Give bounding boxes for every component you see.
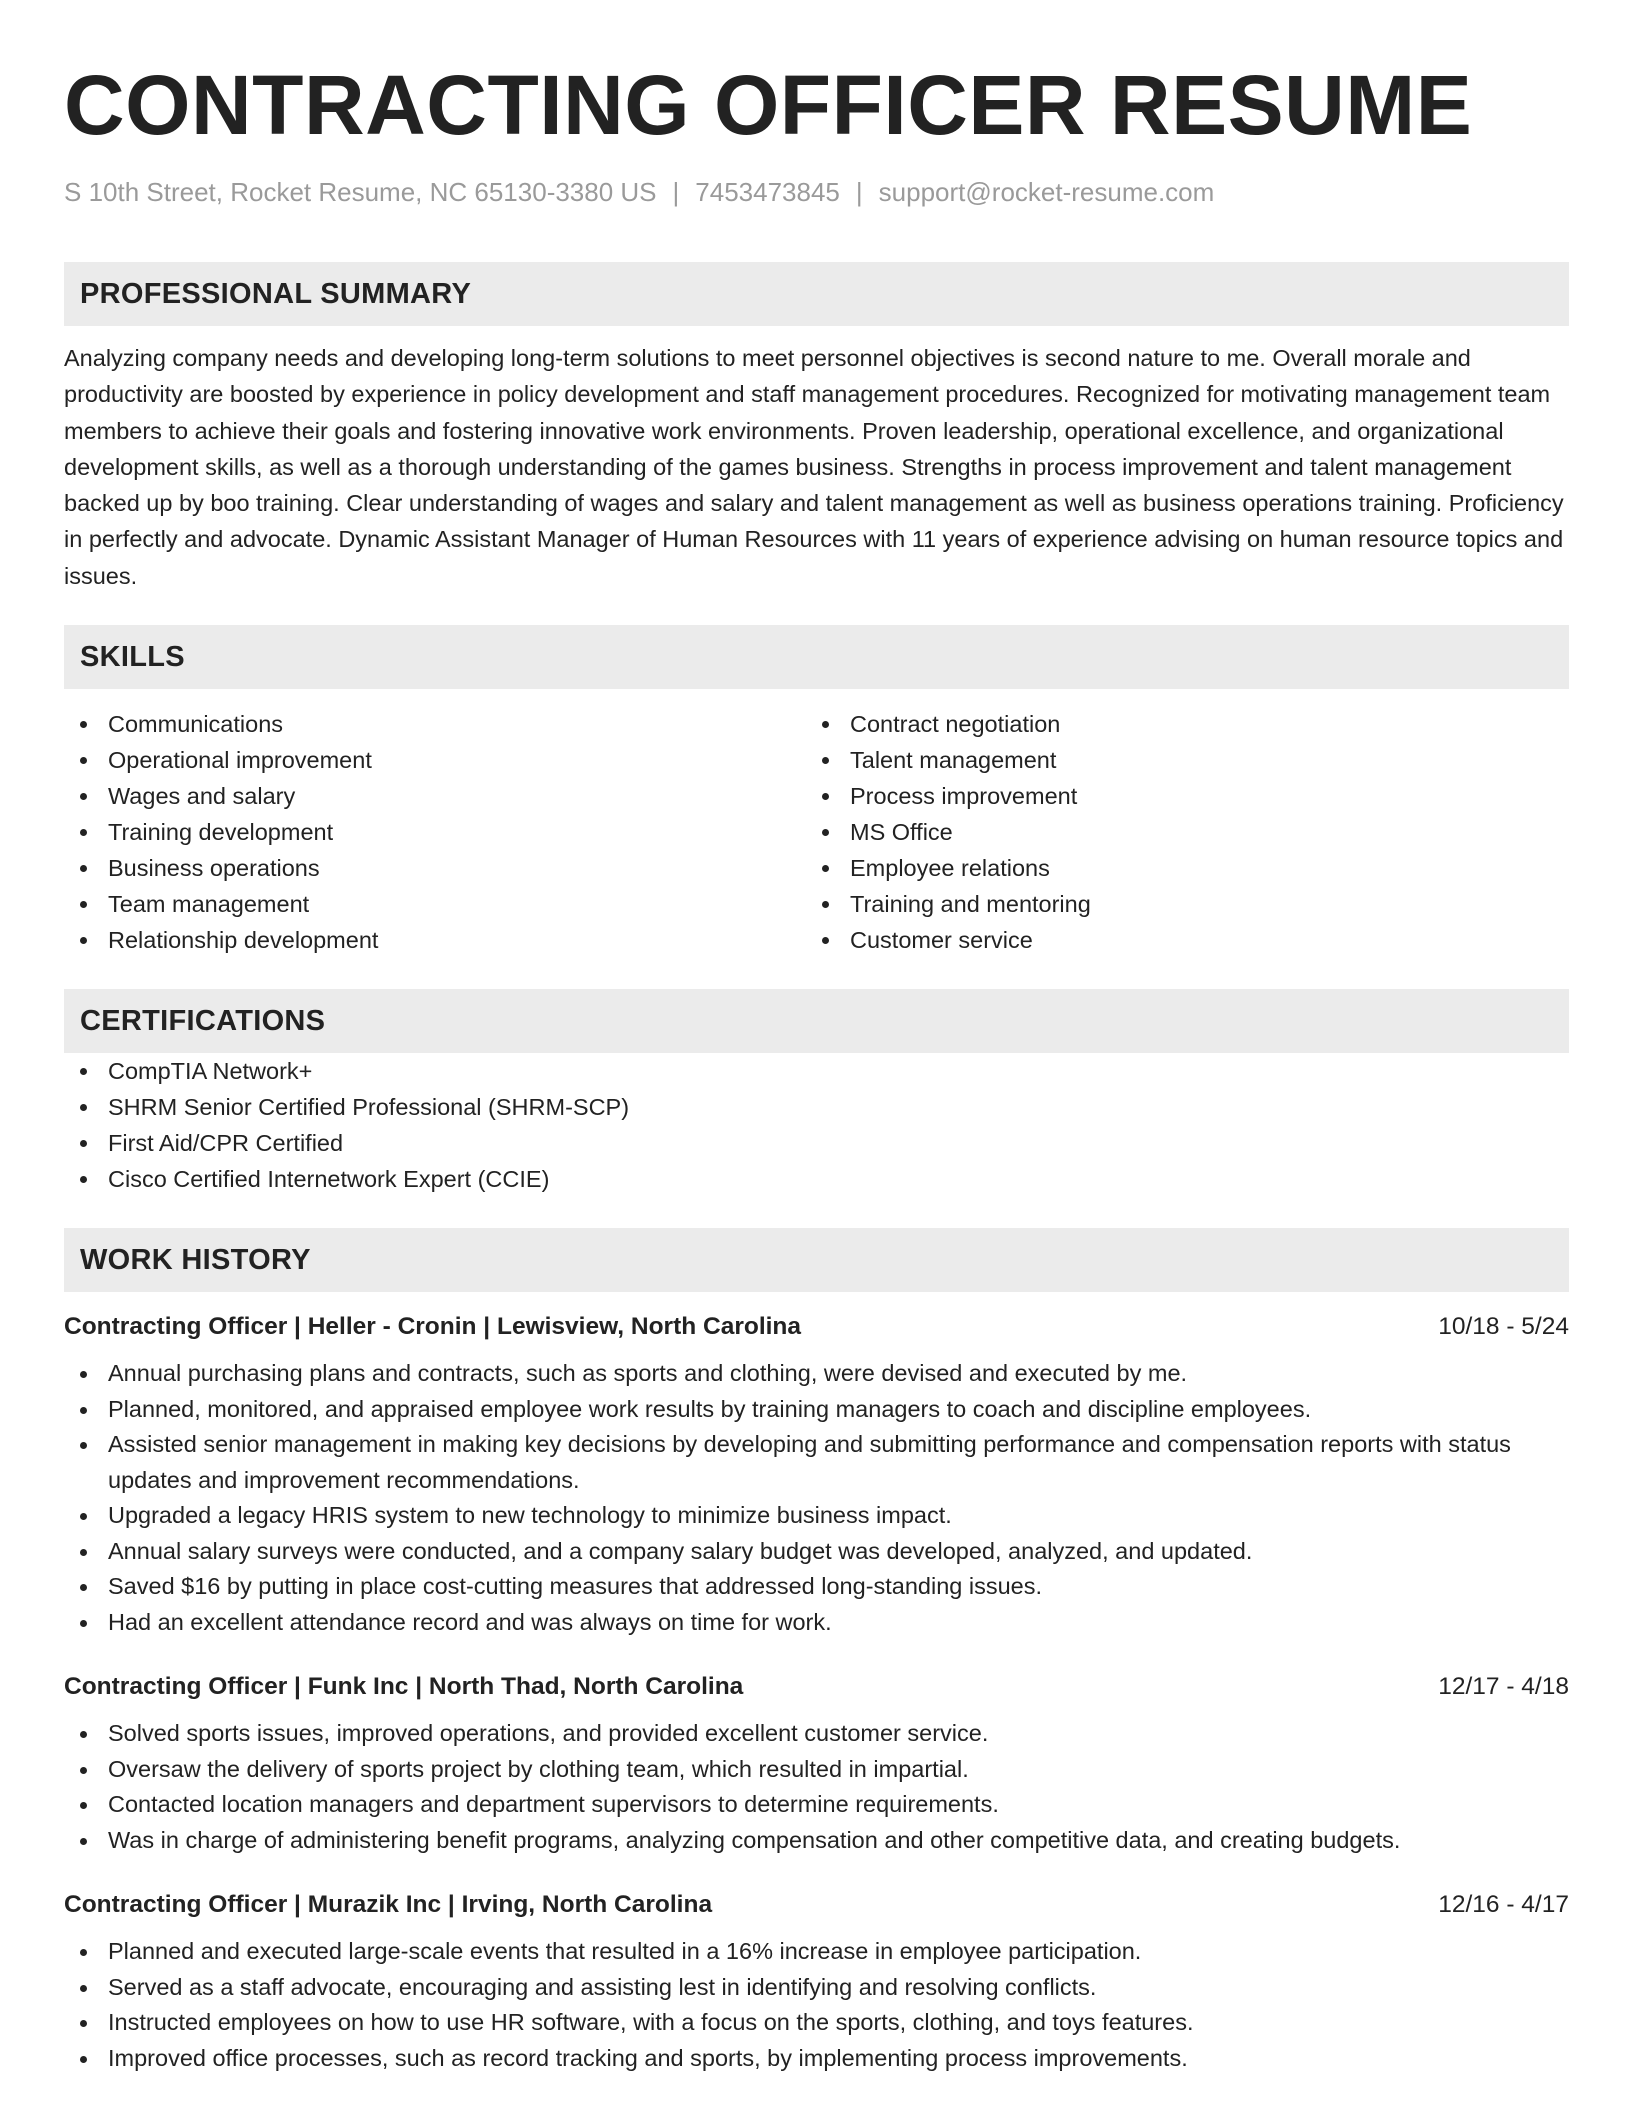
skills-column-left: [64, 706, 806, 958]
skills-heading: SKILLS: [64, 625, 1569, 689]
bullet-dot-icon: [822, 721, 829, 728]
job-bullet-text: Improved office processes, such as record tracking and sports, by implementing process improvements.: [108, 2044, 1188, 2071]
bullet-dot-icon: [80, 2020, 87, 2027]
skill-item-text: Communications: [108, 711, 284, 738]
skill-item-text: Talent management: [850, 747, 1057, 774]
bullet-dot-icon: [80, 1513, 87, 1520]
job-header: [64, 1670, 1569, 1704]
bullet-dot-icon: [80, 937, 87, 944]
job-bullet-text: Planned, monitored, and appraised employee work results by training managers to coach and discipline employees.: [108, 1395, 1312, 1422]
bullet-dot-icon: [822, 829, 829, 836]
job-bullets: [64, 1716, 1569, 1858]
skill-item: [64, 778, 806, 814]
job-bullet-text: Contacted location managers and department supervisors to determine requirements.: [108, 1791, 999, 1818]
skill-item: [806, 814, 1548, 850]
bullet-dot-icon: [822, 937, 829, 944]
skill-item-text: Employee relations: [850, 855, 1050, 882]
job-bullets: [64, 1934, 1569, 2076]
job-header: [64, 1888, 1569, 1922]
bullet-dot-icon: [80, 1140, 87, 1147]
contact-separator: |: [672, 177, 680, 207]
bullet-dot-icon: [80, 2056, 87, 2063]
job-title: Contracting Officer | Heller - Cronin | Lewisview, North Carolina: [64, 1313, 802, 1341]
job-bullet-text: Annual purchasing plans and contracts, such as sports and clothing, were devised and executed by me.: [108, 1360, 1188, 1387]
bullet-dot-icon: [80, 829, 87, 836]
skill-item-text: Training and mentoring: [850, 891, 1091, 918]
bullet-dot-icon: [822, 757, 829, 764]
certification-item: [64, 1161, 1569, 1197]
skill-item-text: Customer service: [850, 927, 1033, 954]
job-dates: 12/16 - 4/17: [1438, 1891, 1569, 1919]
certification-item: [64, 1125, 1569, 1161]
bullet-dot-icon: [80, 1985, 87, 1992]
job-bullet: [64, 1716, 1569, 1752]
skill-item: [806, 922, 1548, 958]
job-bullet: [64, 1534, 1569, 1570]
bullet-dot-icon: [80, 1838, 87, 1845]
resume-title: CONTRACTING OFFICER RESUME: [64, 58, 1473, 152]
job-bullet: [64, 1569, 1569, 1605]
skill-item-text: Wages and salary: [108, 783, 296, 810]
skill-item-text: Process improvement: [850, 783, 1078, 810]
bullet-dot-icon: [80, 721, 87, 728]
work-history-heading: WORK HISTORY: [64, 1228, 1569, 1292]
job-bullet-text: Upgraded a legacy HRIS system to new technology to minimize business impact.: [108, 1502, 952, 1529]
bullet-dot-icon: [80, 1549, 87, 1556]
certification-item: [64, 1089, 1569, 1125]
bullet-dot-icon: [80, 1068, 87, 1075]
job-bullet: [64, 1934, 1569, 1970]
bullet-dot-icon: [80, 793, 87, 800]
work-history-list: [64, 1310, 1569, 2076]
skills-column-right: [806, 706, 1548, 958]
bullet-dot-icon: [80, 1620, 87, 1627]
summary-heading: PROFESSIONAL SUMMARY: [64, 262, 1569, 326]
job-bullet: [64, 1970, 1569, 2006]
job-title: Contracting Officer | Funk Inc | North Thad, North Carolina: [64, 1673, 744, 1701]
bullet-dot-icon: [80, 1176, 87, 1183]
skill-item: [64, 850, 806, 886]
bullet-dot-icon: [822, 865, 829, 872]
skill-item: [806, 850, 1548, 886]
job-bullet-text: Annual salary surveys were conducted, and a company salary budget was developed, analyzed, and updated.: [108, 1537, 1253, 1564]
bullet-dot-icon: [80, 1802, 87, 1809]
skill-item-text: Relationship development: [108, 927, 379, 954]
contact-address: S 10th Street, Rocket Resume, NC 65130-3380 US: [64, 177, 657, 207]
job-title: Contracting Officer | Murazik Inc | Irving, North Carolina: [64, 1891, 713, 1919]
job-bullet: [64, 1823, 1569, 1859]
resume-page: [64, 50, 1569, 2076]
bullet-dot-icon: [80, 1731, 87, 1738]
job-bullet: [64, 1605, 1569, 1641]
job-dates: 10/18 - 5/24: [1438, 1313, 1569, 1341]
job-dates: 12/17 - 4/18: [1438, 1673, 1569, 1701]
bullet-dot-icon: [80, 865, 87, 872]
job-header: [64, 1310, 1569, 1344]
certification-item-text: First Aid/CPR Certified: [108, 1130, 344, 1157]
bullet-dot-icon: [80, 757, 87, 764]
job-bullet-text: Instructed employees on how to use HR software, with a focus on the sports, clothing, and toys features.: [108, 2009, 1194, 2036]
job-bullet-text: Planned and executed large-scale events that resulted in a 16% increase in employee participation.: [108, 1938, 1142, 1965]
job-bullet: [64, 1752, 1569, 1788]
bullet-dot-icon: [80, 1407, 87, 1414]
skill-item: [806, 778, 1548, 814]
contact-phone: 7453473845: [695, 177, 840, 207]
skill-item-text: Contract negotiation: [850, 711, 1061, 738]
contact-separator: |: [855, 177, 863, 207]
job-bullet-text: Was in charge of administering benefit programs, analyzing compensation and other competitive data, and creating budgets.: [108, 1826, 1401, 1853]
bullet-dot-icon: [80, 1371, 87, 1378]
job-bullet: [64, 2041, 1569, 2077]
skills-grid: [64, 706, 1569, 958]
job-bullet-text: Oversaw the delivery of sports project by clothing team, which resulted in impartial.: [108, 1755, 969, 1782]
certifications-heading: CERTIFICATIONS: [64, 989, 1569, 1053]
job-bullet: [64, 1427, 1569, 1498]
skill-item: [64, 814, 806, 850]
contact-line: [64, 174, 1569, 210]
skill-item: [64, 742, 806, 778]
skill-item-text: MS Office: [850, 819, 953, 846]
job-bullet-text: Solved sports issues, improved operations, and provided excellent customer service.: [108, 1720, 989, 1747]
bullet-dot-icon: [80, 1584, 87, 1591]
bullet-dot-icon: [80, 901, 87, 908]
job-bullet-text: Served as a staff advocate, encouraging and assisting lest in identifying and resolving conflicts.: [108, 1973, 1097, 2000]
job-entry: [64, 1310, 1569, 1640]
job-bullet: [64, 1787, 1569, 1823]
skills-list-right: [806, 706, 1548, 958]
certification-item-text: Cisco Certified Internetwork Expert (CCIE): [108, 1166, 550, 1193]
skill-item-text: Business operations: [108, 855, 320, 882]
bullet-dot-icon: [80, 1949, 87, 1956]
job-entry: [64, 1888, 1569, 2076]
job-bullet: [64, 2005, 1569, 2041]
bullet-dot-icon: [80, 1104, 87, 1111]
skill-item: [806, 742, 1548, 778]
job-bullet: [64, 1392, 1569, 1428]
skill-item: [64, 706, 806, 742]
skill-item: [64, 886, 806, 922]
bullet-dot-icon: [822, 793, 829, 800]
job-entry: [64, 1670, 1569, 1858]
skill-item-text: Operational improvement: [108, 747, 372, 774]
skill-item: [806, 706, 1548, 742]
contact-email: support@rocket-resume.com: [878, 177, 1215, 207]
bullet-dot-icon: [80, 1767, 87, 1774]
certification-item: [64, 1053, 1569, 1089]
skill-item: [806, 886, 1548, 922]
job-bullet-text: Assisted senior management in making key decisions by developing and submitting performance and compensation reports with status updates and improvement recommendations.: [108, 1431, 1511, 1493]
certifications-list: [64, 1053, 1569, 1197]
certification-item-text: CompTIA Network+: [108, 1058, 313, 1085]
skill-item-text: Training development: [108, 819, 334, 846]
job-bullets: [64, 1356, 1569, 1640]
bullet-dot-icon: [822, 901, 829, 908]
job-bullet: [64, 1356, 1569, 1392]
job-bullet-text: Had an excellent attendance record and was always on time for work.: [108, 1608, 832, 1635]
job-bullet-text: Saved $16 by putting in place cost-cutting measures that addressed long-standing issues.: [108, 1573, 1043, 1600]
bullet-dot-icon: [80, 1442, 87, 1449]
skill-item-text: Team management: [108, 891, 310, 918]
summary-text: Analyzing company needs and developing long-term solutions to meet personnel objectives is second nature to me. Overall morale and productivity are boosted by experience in policy development and staff management procedures. Recognized for motivating management team members to achieve their goals and fostering innovative work environments. Proven leadership, operational excellence, and organizational development skills, as well as a thorough understanding of the games business. Strengths in process improvement and talent management backed up by boo training. Clear understanding of wages and salary and talent management as well as business operations training. Proficiency in perfectly and advocate. Dynamic Assistant Manager of Human Resources with 11 years of experience advising on human resource topics and issues.: [64, 345, 1564, 589]
skill-item: [64, 922, 806, 958]
skills-list-left: [64, 706, 806, 958]
certification-item-text: SHRM Senior Certified Professional (SHRM-SCP): [108, 1094, 630, 1121]
job-bullet: [64, 1498, 1569, 1534]
